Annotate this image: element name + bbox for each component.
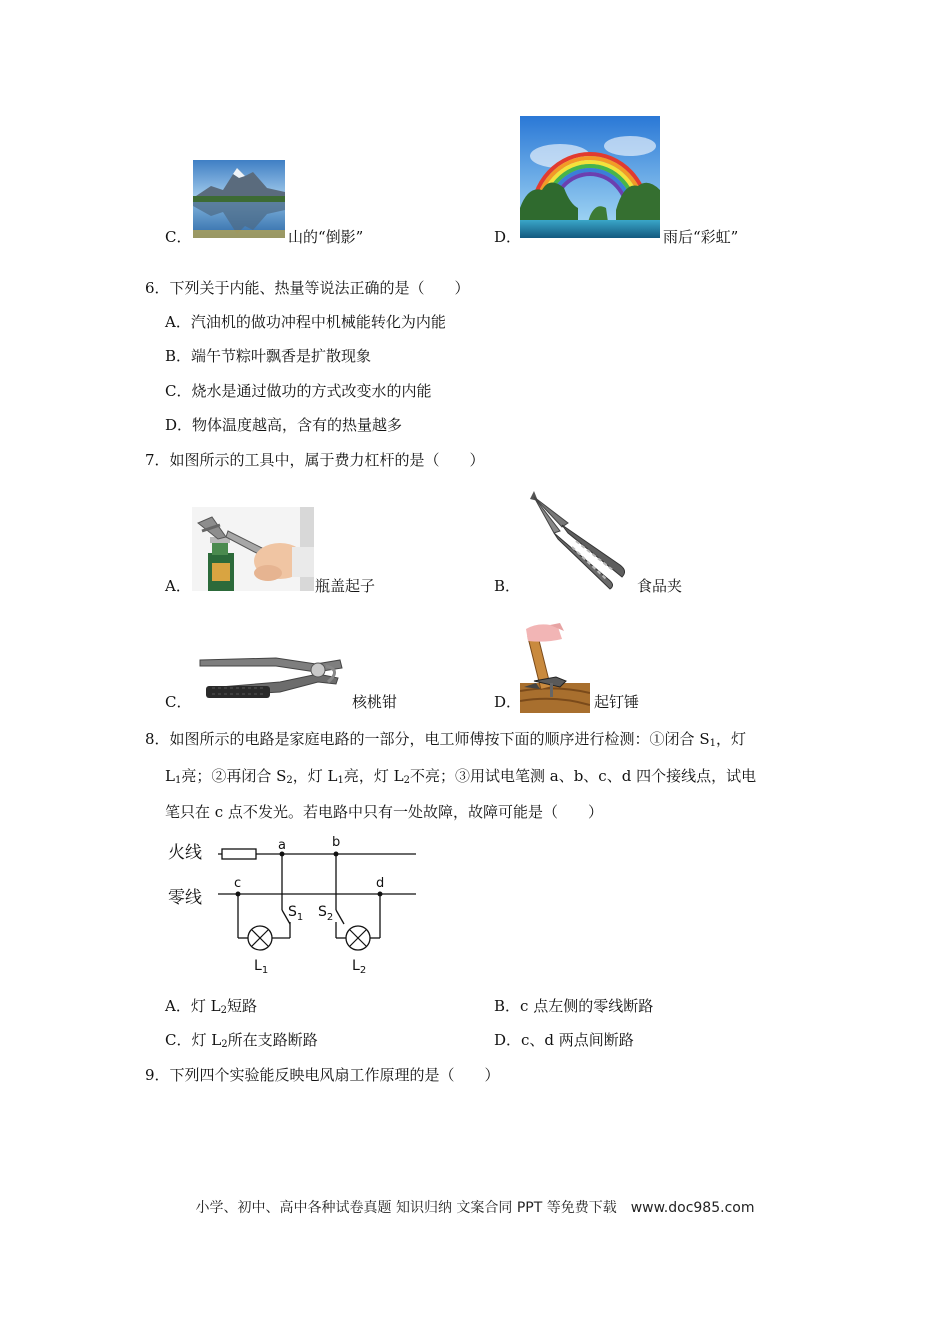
switch-s2-label: $S_2$ — [318, 904, 334, 923]
q8-option-a: A．灯 $L_2$短路 — [165, 997, 257, 1016]
neutral-wire-label: 零线 — [168, 888, 202, 908]
q5-option-c-letter: C． — [165, 228, 192, 246]
page-footer: 小学、初中、高中各种试卷真题 知识归纳 文案合同 PPT 等免费下载 www.doc985.com — [195, 1200, 755, 1216]
q8-stem-line-3: 笔只在 c 点不发光。若电路中只有一处故障，故障可能是（ ） — [165, 803, 603, 821]
q7-option-d-caption: 起钉锤 — [594, 693, 640, 711]
claw-hammer-image — [520, 621, 590, 713]
q5-option-d-caption: 雨后“彩虹” — [663, 228, 739, 246]
lamp-l2-label: $L_2$ — [352, 958, 367, 976]
q8-option-b: B．c 点左侧的零线断路 — [494, 997, 654, 1015]
bottle-opener-image — [192, 507, 314, 591]
q6-option-d: D．物体温度越高，含有的热量越多 — [165, 416, 403, 434]
lamp-l1-label: $L_1$ — [254, 958, 269, 976]
point-c-label: c — [234, 876, 242, 891]
q7-option-c-letter: C． — [165, 693, 192, 711]
q7-option-d-letter: D． — [494, 693, 522, 711]
q8-stem-line-2: $L_1$亮；②再闭合 $S_2$，灯 $L_1$亮，灯 $L_2$不亮；③用试电笔测 a、b、c、d 四个接线点，试电 — [165, 767, 757, 786]
q6-option-a: A．汽油机的做功冲程中机械能转化为内能 — [165, 313, 446, 331]
q7-stem: 7．如图所示的工具中，属于费力杠杆的是（ ） — [145, 451, 485, 469]
q8-option-c: C．灯 $L_2$所在支路断路 — [165, 1031, 318, 1050]
switch-s1-label: $S_1$ — [288, 904, 304, 923]
switch-s2-icon — [336, 910, 344, 924]
household-circuit-diagram — [160, 832, 430, 977]
fuse-icon — [222, 849, 256, 859]
nutcracker-image — [196, 648, 346, 704]
q7-option-a-letter: A． — [165, 577, 191, 595]
point-d-label: d — [376, 876, 385, 891]
q7-option-a-caption: 瓶盖起子 — [315, 577, 376, 595]
point-a-label: a — [278, 838, 286, 853]
q5-option-c-caption: 山的“倒影” — [288, 228, 364, 246]
q5-option-d-letter: D． — [494, 228, 522, 246]
q6-option-c: C．烧水是通过做功的方式改变水的内能 — [165, 382, 432, 400]
q7-option-b-caption: 食品夹 — [637, 577, 683, 595]
point-b-label: b — [332, 835, 341, 850]
lamp-l1-icon — [248, 926, 272, 950]
q7-option-b-letter: B． — [494, 577, 521, 595]
q8-stem-line-1: 8．如图所示的电路是家庭电路的一部分，电工师傅按下面的顺序进行检测：①闭合 $S_1$，灯 — [145, 730, 746, 749]
q9-stem: 9．下列四个实验能反映电风扇工作原理的是（ ） — [145, 1066, 500, 1084]
live-wire-label: 火线 — [168, 843, 202, 863]
rainbow-image — [520, 116, 660, 238]
lamp-l2-icon — [346, 926, 370, 950]
q6-option-b: B．端午节粽叶飘香是扩散现象 — [165, 347, 372, 365]
food-tongs-image — [524, 487, 634, 591]
q6-stem: 6．下列关于内能、热量等说法正确的是（ ） — [145, 279, 470, 297]
q8-option-d: D．c、d 两点间断路 — [494, 1031, 634, 1049]
q7-option-c-caption: 核桃钳 — [352, 693, 398, 711]
mountain-reflection-image — [193, 160, 285, 238]
